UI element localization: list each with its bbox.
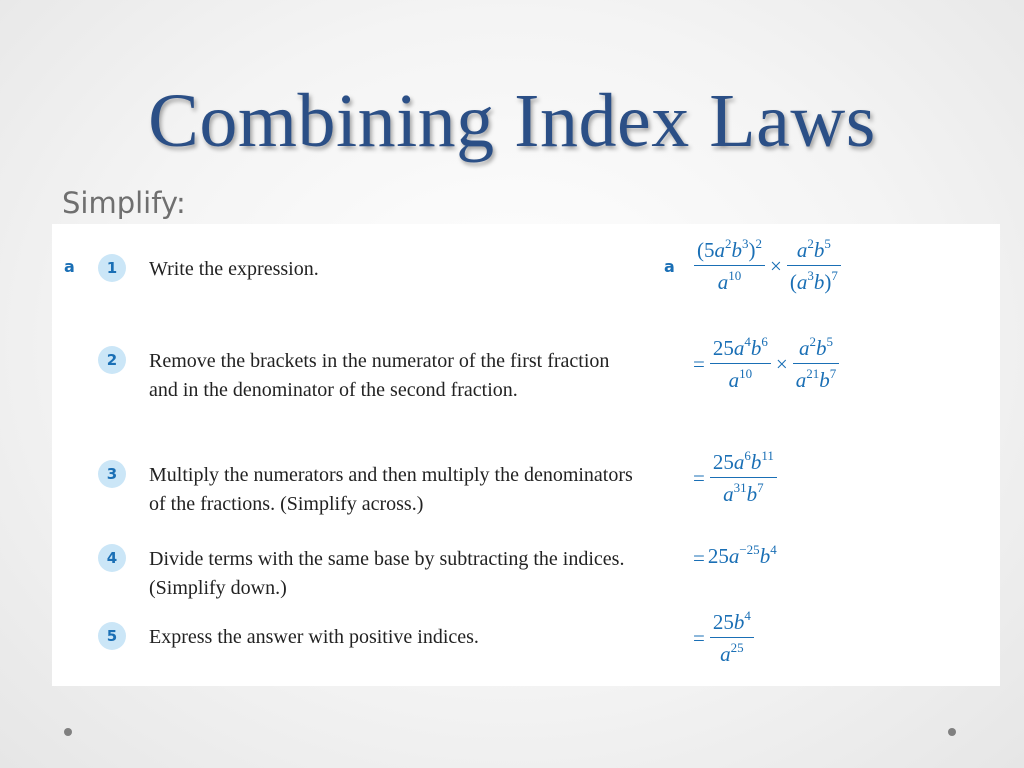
part-label-solution: a <box>664 257 675 276</box>
step-text: Write the expression. <box>149 258 319 280</box>
times-sign: × <box>775 352 788 376</box>
step-text: Express the answer with positive indices. <box>149 626 479 648</box>
math-expression-5: = $\frac{25b^4}{a^{25}}$ <box>690 610 756 667</box>
step-text: Remove the brackets in the numerator of the first fraction and in the denominator of the second fraction. <box>149 350 610 401</box>
slide-decoration-dot-right <box>948 728 956 736</box>
equals-sign: = <box>693 466 705 490</box>
step-number-badge: 4 <box>98 544 126 572</box>
worked-example-panel <box>52 224 1000 686</box>
slide-subtitle: Simplify: <box>62 186 186 220</box>
step-number-badge: 5 <box>98 622 126 650</box>
part-label: a <box>64 257 75 276</box>
slide-decoration-dot-left <box>64 728 72 736</box>
step-text: Multiply the numerators and then multiply the denominators of the fractions. (Simplify across.) <box>149 464 633 515</box>
math-expression-2: = $\frac{25a^4b^6}{a^{10}}$ × $\frac{a^2b^5}{a^{21}b^7}$ <box>690 336 841 393</box>
step-number-badge: 1 <box>98 254 126 282</box>
slide-title: Combining Index Laws <box>148 79 876 163</box>
math-expression-4: = $25a^{-25}b^4$ <box>693 542 777 570</box>
equals-sign: = <box>693 352 705 376</box>
times-sign: × <box>770 254 782 278</box>
step-number-badge: 2 <box>98 346 126 374</box>
equals-sign: = <box>693 626 705 650</box>
math-expression-3: = $\frac{25a^6b^{11}}{a^{31}b^7}$ <box>690 450 779 507</box>
equals-sign: = <box>693 545 705 570</box>
step-text: Divide terms with the same base by subtracting the indices. (Simplify down.) <box>149 548 625 599</box>
math-expression-1: $\frac{(5a^2b^3)^2}{a^{10}}$ × $\frac{a^2b^5}{(a^3b)^7}$ <box>692 238 843 295</box>
step-number-badge: 3 <box>98 460 126 488</box>
